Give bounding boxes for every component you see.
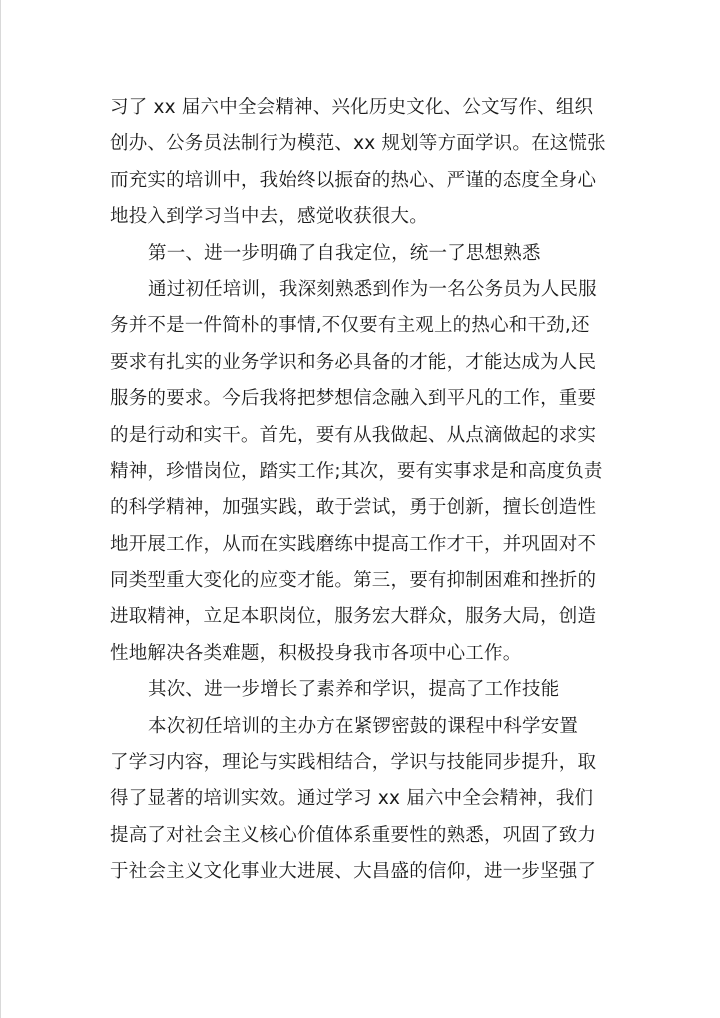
page-edge-line: [0, 0, 1, 1018]
text-line: 地开展工作，从而在实践磨练中提高工作才干，并巩固对不: [110, 533, 597, 555]
text-line: 进取精神，立足本职岗位，服务宏大群众，服务大局，创造: [110, 606, 597, 628]
text-line: 性地解决各类难题，积极投身我市各项中心工作。: [110, 642, 522, 664]
text-line: 要求有扎实的业务学识和务必具备的才能，才能达成为人民: [110, 351, 597, 373]
text-line: 了学习内容，理论与实践相结合，学识与技能同步提升，取: [110, 752, 597, 774]
text-line: 地投入到学习当中去，感觉收获很大。: [110, 206, 428, 228]
text-line: 于社会主义文化事业大进展、大昌盛的信仰，进一步坚强了: [110, 861, 597, 883]
section-heading: 第一、进一步明确了自我定位，统一了思想熟悉: [148, 242, 541, 264]
text-line: 服务的要求。今后我将把梦想信念融入到平凡的工作，重要: [110, 388, 597, 410]
text-line: 务并不是一件简朴的事情,不仅要有主观上的热心和干劲,还: [110, 315, 590, 337]
text-line: 提高了对社会主义核心价值体系重要性的熟悉，巩固了致力: [110, 824, 597, 846]
text-line: 得了显著的培训实效。通过学习 xx 届六中全会精神，我们: [110, 788, 594, 810]
text-line: 精神，珍惜岗位，踏实工作;其次，要有实事求是和高度负责: [110, 460, 603, 482]
text-line: 同类型重大变化的应变才能。第三，要有抑制困难和挫折的: [110, 570, 597, 592]
text-line: 而充实的培训中，我始终以振奋的热心、严谨的态度全身心: [110, 169, 597, 191]
text-line: 的是行动和实干。首先，要有从我做起、从点滴做起的求实: [110, 424, 597, 446]
text-line: 本次初任培训的主办方在紧锣密鼓的课程中科学安置: [148, 715, 579, 737]
text-line: 创办、公务员法制行为模范、xx 规划等方面学识。在这慌张: [110, 133, 606, 155]
text-line: 习了 xx 届六中全会精神、兴化历史文化、公文写作、组织: [110, 97, 594, 118]
section-heading: 其次、进一步增长了素养和学识，提高了工作技能: [148, 679, 560, 701]
body-text: [110, 90, 610, 891]
text-line: 的科学精神，加强实践，敢于尝试，勇于创新，擅长创造性: [110, 497, 597, 519]
text-line: 通过初任培训，我深刻熟悉到作为一名公务员为人民服: [148, 278, 597, 300]
